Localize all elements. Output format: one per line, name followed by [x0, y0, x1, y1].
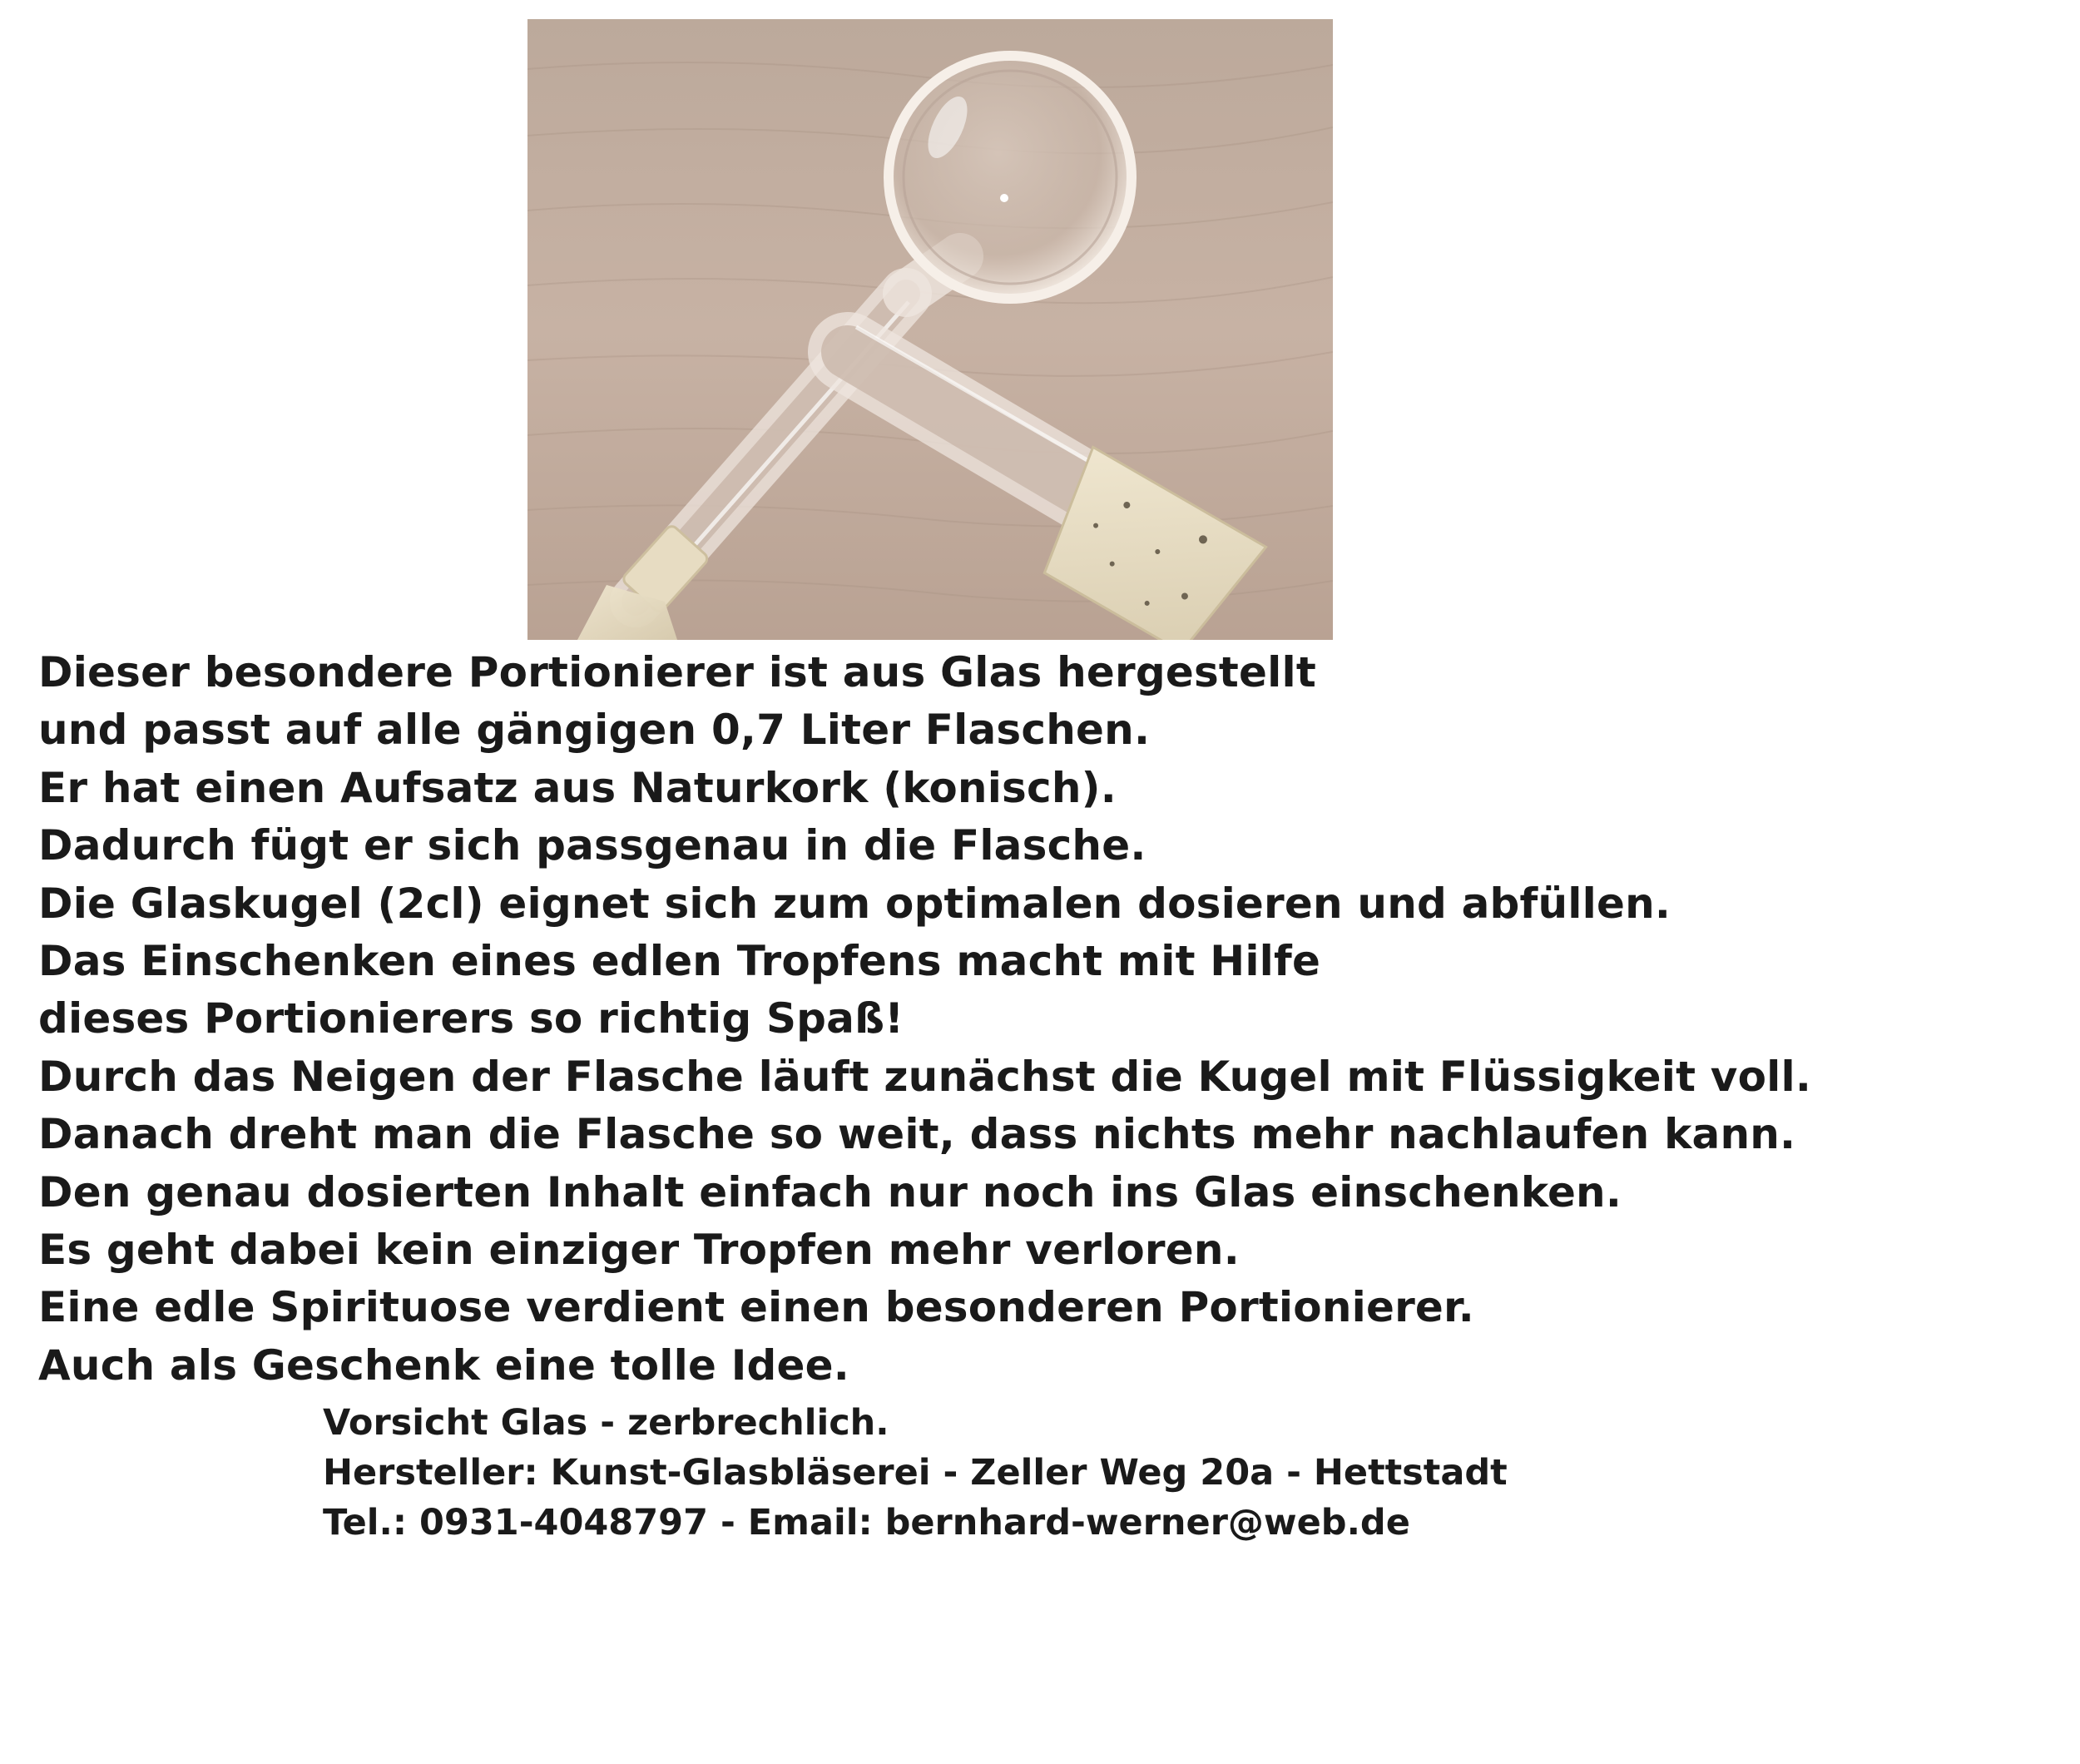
description-line: Danach dreht man die Flasche so weit, dass nichts mehr nachlaufen kann. — [38, 1110, 1796, 1159]
manufacturer-address: Hersteller: Kunst-Glasbläserei - Zeller Weg 20a - Hettstadt — [323, 1452, 1508, 1494]
description-line: Das Einschenken eines edlen Tropfens macht mit Hilfe — [38, 937, 1321, 986]
fragile-warning: Vorsicht Glas - zerbrechlich. — [323, 1402, 889, 1444]
description-line: dieses Portionierers so richtig Spaß! — [38, 994, 904, 1043]
description-line: Die Glaskugel (2cl) eignet sich zum optimalen dosieren und abfüllen. — [38, 879, 1671, 928]
description-line: Dieser besondere Portionierer ist aus Glas hergestellt — [38, 648, 1316, 696]
contact-line: Tel.: 0931-4048797 - Email: bernhard-werner@web.de — [323, 1502, 1410, 1544]
description-line: Dadurch fügt er sich passgenau in die Flasche. — [38, 821, 1146, 870]
description-line: Auch als Geschenk eine tolle Idee. — [38, 1340, 849, 1390]
description-line: Es geht dabei kein einziger Tropfen mehr verloren. — [38, 1226, 1240, 1275]
description-line: und passt auf alle gängigen 0,7 Liter Flaschen. — [38, 706, 1151, 755]
product-photo — [527, 19, 1333, 640]
product-description — [38, 644, 2052, 1395]
description-line: Eine edle Spirituose verdient einen besonderen Portionierer. — [38, 1283, 1474, 1332]
description-line: Er hat einen Aufsatz aus Naturkork (konisch). — [38, 763, 1117, 812]
manufacturer-info — [323, 1398, 1987, 1548]
glass-portioner-with-cork-photo — [527, 19, 1333, 640]
description-line: Durch das Neigen der Flasche läuft zunächst die Kugel mit Flüssigkeit voll. — [38, 1052, 1812, 1101]
description-line: Den genau dosierten Inhalt einfach nur noch ins Glas einschenken. — [38, 1167, 1622, 1216]
